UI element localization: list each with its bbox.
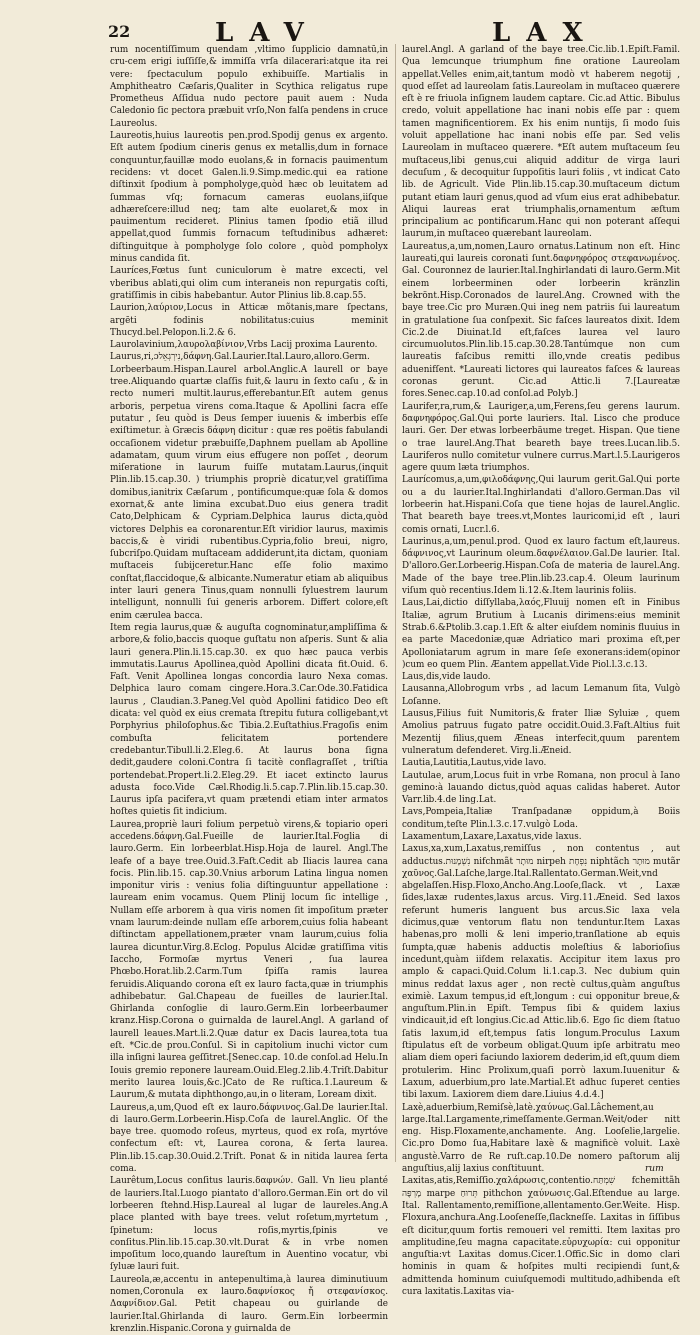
- entry-paragraph: laurel.Angl. A garland of the baye tree.Cic.lib.1.Epiſt.Famil. Qua lemcunque triumphum fine oratione Laureolam appellat.Velles enim,ait,tantum modò vt haberem negotij , quod eſſet ad laureolam ſatis.Laureolam in muſtaceo quærere eſt è re friuola inſignem laudem captare. Cic.ad Attic. Bibulus credo, voluit appellatione hac inani nobis eſſe par : quem tamen magnificentiorem. Ex his enim nuntijs, ſi modo ſuis voluit appellatione hac inani nobis eſſe par. Sed velis Laureolam in muſtaceo quærere. *Eſt autem muſtaceum ſeu muſtaceus,libi genus,cui aliquid additur de virga lauri decuſum , & decoquitur ſuppoſitis lauri foliis , vt indicat Cato lib. de Agricult. Vide Plin.lib.15.cap.30.muſtaceum dictum putant etiam lauri genus,quod ad vſum eius erat adhibebatur. Aliqui laureas erat triumphalis,ornamentum æſtum principalium ac pontificarum.Hanc qui non poterant aſſequi laurum,in muſtaceo quærebant laureolam.: [402, 45, 680, 240]
- entry-paragraph: Laxus,xa,xum,Laxatus,remiſſus , non contentus , aut adductus.נִשְׁמָנוּת nifchmãt מוּתָר nirpeh נִפְחָת niphtãch מוּתָר mutãr χαῦνος.Gal.Laſche,large.Ital.Rallentato.German.Weit,vnd abgelaſſen.Hisp.Floxo,Ancho.Ang.Looſe,ſlack. vt , Laxæ ſides,laxæ rudentes,laxus arcus. Virg.11.Æneid. Sed laxos referunt humeris languent bus arcus.Sic laxa vela dicimus,quæ ventorum flatu non tenduntur.Item Laxas habenas,pro molli & leni imperio,tranſlatione ab equis ſumpta,quæ habenis adductis moleſtius & laborioſius incedunt,quàm iiſdem relaxatis. Accipitur item laxus pro amplo & capaci.Quid.Colum li.1.cap.3. Nec dubium quin minus reddat laxus ager , non rectè cultus,quàm anguſtus eximiè. Laxum tempus,id eſt,longum : cui opponitur breue,& anguſtum.Plin.in Epiſt. Tempus ſibi & quidem laxius vindicauit,id eſt longius.Cic.ad Attic.lib.6. Ego ſic diem ſtatuo ſatis laxum,id eſt,tempus ſatis longum.Proculus Laxum ſtipulatus eſt de vorbeum obligat.Quum ipſe arbitratu meo aliam diem operi faciundo laxiorem dederim,id eſt,quum diem protulerim. Hinc Prolixum,quaſi porrò laxum.Iuuenitur & Laxum, aduerbium,pro late.Martial.Et adhuc ſuperet centies tibi laxum. Laxiorem diem dare.Liuius 4.d.4.]: [402, 844, 680, 1101]
- entry-paragraph: Lavs,Pompeia,Italiæ Tranſpadanæ oppidum,à Boiis conditum,teſte Plin.l.3.c.17.vulgò Loda.: [402, 807, 680, 830]
- entry-paragraph: Laxamentum,Laxare,Laxatus,vide laxus.: [402, 832, 582, 842]
- entry-paragraph: Laurifer,ra,rum,& Lauriger,a,um,Ferens,ſeu gerens laurum. δαφνηφόρος.Gal.Qui porte lauriers. Ital. Lisco che produce lauri. Ger. Der etwas lorbeerbäume treget. Hispan. Que tiene o trae laurel.Ang.That beareth baye trees.Lucan.lib.5. Lauriferos nullo comitetur vulnere currus.Mart.l.5.Laurigeros agere quum læta triumphos.: [402, 401, 680, 474]
- entry-paragraph: Laxè,aduerbium,Remiſsè,latè.χαύνως.Gal.Lâchement,au large.Ital.Largamente,rimeſſamente.German.Weit/oder nitt eng. Hisp.Floxamente,anchamente. Ang. Looſelie,largelie. Cic.pro Domo ſua,Habitare laxè & magnificè voluit. Laxè angustè.Varro de Re ruſt.cap.10.De nomero paſtorum alij anguſtius,alij laxius conſtituunt.: [402, 1102, 680, 1175]
- entry-paragraph: Laureola,æ,accentu in antepenultima,à laurea diminutiuum nomen,Coronula ex lauro.δαφνίσκος ἤ στεφανίσκος. Δαφνίδιον.Gal. Petit chapeau ou guirlande de laurier.Ital.Ghirlanda di lauro. Germ.Ein lorbeermin krenzlin.Hispanic.Coronа y guirnalda de: [110, 1274, 388, 1334]
- column-rule: [395, 44, 396, 1162]
- entry-paragraph: rum nocentiſſimum quendam ,vltimo ſupplicio damnatū,in cru-cem erigi iuſſiſſe,& immiſſa vrſa dilacerari:atque ita rei vere: ſpectaculum populo exhibuiſſe. Martialis in Amphitheatro Cæſaris,Qualiter in Scythica religatus rupe Prometheus Aſſidua nudo pectore pauit auem : Nuda Caledonio ſic pectora præbuit vrſo,Non falſa pendens in cruce Laureolus.: [110, 45, 388, 129]
- entry-paragraph: Laurícomus,a,um,φιλοδάφνης,Qui laurum gerit.Gal.Qui porte ou a du laurier.Ital.Inghirlandati d'alloro.German.Das vil lorbeerin hat.Hispani.Coſa que tiene hojas de laurel.Anglic. That beareth baye trees.vt,Montes lauricomi,id eſt , lauri comis ornati, Lucr.l.6.: [402, 475, 680, 535]
- entry-paragraph: Laus,dis,vide laudo.: [402, 672, 491, 683]
- left-column: [110, 44, 388, 1334]
- entry-paragraph: Laurion,λαύριον,Locus in Atticæ mõtanis,mare ſpectans, argēti fodinis nobilitatus:cuius meminit Thucyd.bel.Pelopon.li.2.& 6.: [110, 303, 388, 338]
- running-head-left: LAV: [215, 18, 320, 48]
- entry-paragraph: Lausus,Filius fuit Numitoris,& frater Iliæ Syluiæ , quem Amolius patruus fugato patre occidit.Ouid.3.Faſt.Altius fuit Mezentij filius,quem Æneas interfecit,quum parentem vulneratum defenderet. Virg.li.Æneid.: [402, 709, 680, 756]
- entry-paragraph: Laxitas,atis,Remiſſio.χαλάρωσις,contentio.שִׁמְתַּח fchemittãh מָרְפֶּה marpe תְּרוּחַ pithchon χαύνωσις.Gal.Eſtendue au large. Ital. Rallentamento,remiſſione,allentamento.Ger.Weite. Hisp. Floxura,anchura.Ang.Looſeneſſe,ſlackneſſe. Laxitas in ſiſſibus eſt dicitur,quum fortis remoueri vel remitti. Item laxitas pro amplitudine,ſeu magna capacitate.εὐρυχωρία: cui opponitur anguſtia:vt Laxitas domus.Cicer.1.Offic.Sic in domo clari hominis in quam & hoſpites multi recipiendi ſunt,& admittenda hominum cuiuſquemodi multitudo,adhibenda eſt cura laxitatis.Laxitas via-: [402, 1176, 680, 1297]
- entry-paragraph: Laureatus,a,um,nomen,Lauro ornatus.Latinum non eſt. Hinc laureati,qui laureis coronati ſunt.δαφνηφόρος στεφανωμένος. Gal. Couronnez de laurier.Ital.Inghirlandati di lauro.Germ.Mit einem lorbeerminen oder lorbeerin kränzlin bekrönt.Hisp.Coronados de laurel.Ang. Crowned with the baye tree.Cic pro Muræn.Qui ineg nem patriis ſui laureatum in gratulatione ſua conſpexit. Sic faſces laureatos dixit. Idem Cic.2.de Diuinat.Id eſt,faſces laurea vel lauro circumuolutos.Plin.lib.15.cap.30.28.Tantúmque non cum laureatis faſcibus remitti illo,vnde creatis pedibus aduenifſent. *Laureati lictores qui laureatos faſces & laureas coronas gerunt. Cic.ad Attic.li 7.[Laureatæ fores.Senec.cap.10.ad conſol.ad Polyb.]: [402, 241, 680, 400]
- running-head-right: LAX: [492, 18, 599, 48]
- entry-paragraph: Laureotis,huius laureotis pen.prod.Spodij genus ex argento. Eſt autem ſpodium cineris genus ex metallis,dum in fornace conquuntur,fauillæ modo euolans,& in fornacis pauimentum recidens: vt docet Galen.li.9.Simp.medic.qui ea ratione diſtinxit ſpodium à pompholyge,quòd hæc ob leuitatem ad ſummas vſq; fornacum cameras euolans,iiſque adhæreſcere:illud neq; tam alte euolaret,& mox in pauimentum recideret. Plinius tamen ſpodio etiã illud appellat,quod ſummis fornacum teſtudinibus adhæret: diſtinguitque à pompholyge ſolo colore , quòd pompholyx minus candida ſit.: [110, 131, 388, 265]
- entry-paragraph: Laureus,a,um,Quod eſt ex lauro.δάφνινος.Gal.De laurier.Ital. di lauro.Germ.Lorbeerin.Hisp.Coſa de laurel.Anglic. Of the baye tree. quomodo roſeus, myrteus, quod ex roſa, myrtóve confectum eſt: vt, Laurea corona, & ſerta laurea. Plin.lib.15.cap.30.Ouid.2.Triſt. Ponat & in nitida laurea ſerta coma.: [110, 1102, 388, 1175]
- entry-paragraph: Lauríces,Fœtus ſunt cuniculorum è matre excecti, vel vberibus ablati,qui olim cum interaneis non repurgatis coſti, gratiſſimis in cibis habebantur. Autor Plinius lib.8.cap.55.: [110, 266, 388, 301]
- entry-paragraph: Laurinus,a,um,penul.prod. Quod ex lauro factum eſt,laureus. δάφνινος,vt Laurinum oleum.δαφνέλαιον.Gal.De laurier. Ital. D'alloro.Ger.Lorbeerig.Hispan.Coſa de materia de laurel.Ang. Made of the baye tree.Plin.lib.23.cap.4. Oleum laurinum viſum quò recentius.Idem li.12.&.Item laurinis foliis.: [402, 536, 680, 597]
- entry-paragraph: Lautulae, arum,Locus fuit in vrbe Romana, non procul à Iano gemino:à lauando dictus,quòd aquas calidas haberet. Autor Varr.lib.4.de ling.Lat.: [402, 770, 680, 806]
- catchword: rum: [645, 1164, 664, 1174]
- entry-paragraph: Lausanna,Allobrogum vrbs , ad lacum Lemanum ſita, Vulgò Loſanne.: [402, 684, 680, 707]
- entry-paragraph: Laus,Lai,dictio diſſyllaba,λαός,Fluuij nomen eſt in Finibus Italiæ, agrum Brutium à Lucanis dirimens:eius meminit Strab.6.&Ptolib.3.cap.1.Eſt & alter eiuſdem nominis fluuius in ea parte Macedoniæ,quæ Adriatico mari proxima eſt,per Apolloniatarum agrum in mare ſeſe exonerans:idem(opinor )cum eo quem Plin. Æantem appellat.Vide Piol.l.3.c.13.: [402, 598, 680, 670]
- entry-paragraph: Laurêtum,Locus conſitus lauris.δαφνών. Gall. Vn lieu planté de lauriers.Ital.Luogo piantato d'alloro.German.Ein ort do vil lorbeeren ſtehnd.Hisp.Laureal al lugar de laureles.Ang.A place planted with baye trees. velut roſetum,myrtetum , ſpinetum: locus roſis,myrtis,ſpinis ve conſitus.Plin.lib.15.cap.30.vlt.Durat & in vrbe nomen impoſitum loco,quando laureſtum in Auentino vocatur, vbi ſyluæ lauri fuit.: [110, 1176, 388, 1273]
- entry-paragraph: Lautia,Lautitia,Lautus,vide lavo.: [402, 758, 547, 769]
- entry-paragraph: Laurolavinium,λαυρολαβίνιον,Vrbs Lacij proxima Laurento.: [110, 340, 378, 351]
- page-number: 22: [108, 22, 131, 41]
- entry-paragraph: Laurus,ri,ɔנִירְגְאֵל,δάφνη.Gal.Laurier.Ital.Lauro,alloro.Germ. Lorbeerbaum.Hispan.Laurel arbol.Anglic.A laurell or baye tree.Aliquando quartæ claſſis fuit,& lauru in ſexto caſu , & in recto numeri multit.laurus,efferebantur.Eſt autem genus arboris, perpetua virens coma.Itaque & Apollini ſacra eſſe putatur , ſeu quòd is Deus ſemper iuuenis & imberbis eſſe exiſtimetur. à Græcis δάφνη dicitur : quæ res poëtis fabulandi occaſionem videtur præbuiſſe,Daphnem puellam ab Apolline adamatam, quum virum eius effugere non poſſet , deorum miſeratione in laurum fuiſſe mutatam.Laurus,(inquit Plin.lib.15.cap.30. ) triumphis propriè dicatur,vel gratiſſima domibus,ianitrix Cæſarum , pontificumque:quæ ſola & domos exornat,& ante limina excubat.Duo eius genera tradit Cato,Delphicam & Cypriam.Delphica laurus dicta,quòd victores Delphis ea coronarentur.Eſt viridior laurus, maximis baccis,& è viridi rubentibus.Cypria,folio breui, nigro, ſubcriſpo.Quidam muſtaceam addiderunt,ita dictam, quoniam muſtaceis ſubijceretur.Hanc eſſe folio maximo conſtat,flaccidoque,& albicante.Numeratur etiam ab aliquibus inter lauri genera Tinus,quam nonnulli ſyluestrem laurum intelligunt, nonnulli ſui generis arborem. Differt colore,eſt enim cærulea bacca.: [110, 352, 388, 621]
- right-column: [402, 44, 680, 1297]
- entry-paragraph: Item regia laurus,quæ & auguſta cognominatur,ampliſſima & arbore,& folio,baccis quoque guſtatu non aſperis. Sunt & alia lauri genera.Plin.li.15.cap.30. ex quo hæc pauca verbis immutatis.Laurus Apollinea,quòd Apollini dicata fit.Ouid. 6. Faſt. Venit Apollinea longas concordia lauro Nexa comas. Delphica lauro comam cingere.Hora.3.Car.Ode.30.Fatidica laurus , Claudian.3.Paneg.Vel quòd Apollini fatidico Deo eſt dicata: vel quòd ex eius cremata ſtrepitu futura colligebant,vt Porphyrius philoſophus.&c Tibia.2.Euſtathius.Fragoſis enim combuſta felicitatem portendere credebantur.Tibull.li.2.Eleg.6. At laurus bona ſigna dedit,gaudere coloni.Contra ſi tacitè conflagraſſet , triſtia portendebat.Propert.li.2.Eleg.29. Et iacet extinctо laurus adusta foco.Vide Cæl.Rhodig.li.5.cap.7.Plin.lib.15.cap.30. Laurus ipſa pacifera,vt quam prætendi etiam inter armatos hoſtes quietis ſit indicium.: [110, 622, 388, 818]
- entry-paragraph: Laurea,propriè lauri folium perpetuò virens,& topiario operi accedens.δάφνη.Gal.Fueille de laurier.Ital.Foglia di lauro.Germ. Ein lorbeerblat.Hisp.Hoja de laurel. Angl.The leafe of a baye tree.Ouid.3.Faſt.Cedit ab Iliacis laurea cana focis. Plin.lib.15. cap.30.Vnius arborum Latina lingua nomen imponitur viris : venius folia diſtinguuntur appellatione : lauream enim vocamus. Quem Plinij locum ſic intellige , Nullam eſſe arborem à qua viris nomen ſit impoſitum præter vnam laurum:deinde nullam eſſe arborem,cuius folia habeant diſtinctam appellationem,præter vnam laurum,cuius folia laurea dicuntur.Virg.8.Eclog. Populus Alcidæ gratiſſima vitis Iaccho, Formoſæ myrtus Veneri , ſua laurea Phœbo.Horat.lib.2.Carm.Tum ſpiſſa ramis laurea feruidis.Aliquando corona eſt ex lauro facta,quæ in triumphis adhibebatur. Gal.Chapeau de fueilles de laurier.Ital. Ghirlanda conſoglie di lauro.Germ.Ein lorbeerbaumer kranz.Hisp.Corona o guirnalda de laurel.Angl. A garland of laurell leaues.Mart.li.2.Quæ datur ex Dacis laurea,tota tua eſt. *Cic.de prou.Conſul. Si in capitolium inuchi victor cum illa inſigni laurea geſſitret.[Senec.cap. 10.de conſol.ad Helu.In Iouis gremio reponere lauream.Ouid.Eleg.2.lib.4.Triſt.Dabitur merito laurea louis,&c.]Cato de Re ruſtica.1.Laureum & Laurum,& mutata diphthongo,au,in o literam, Loream dixit.: [110, 819, 388, 1101]
